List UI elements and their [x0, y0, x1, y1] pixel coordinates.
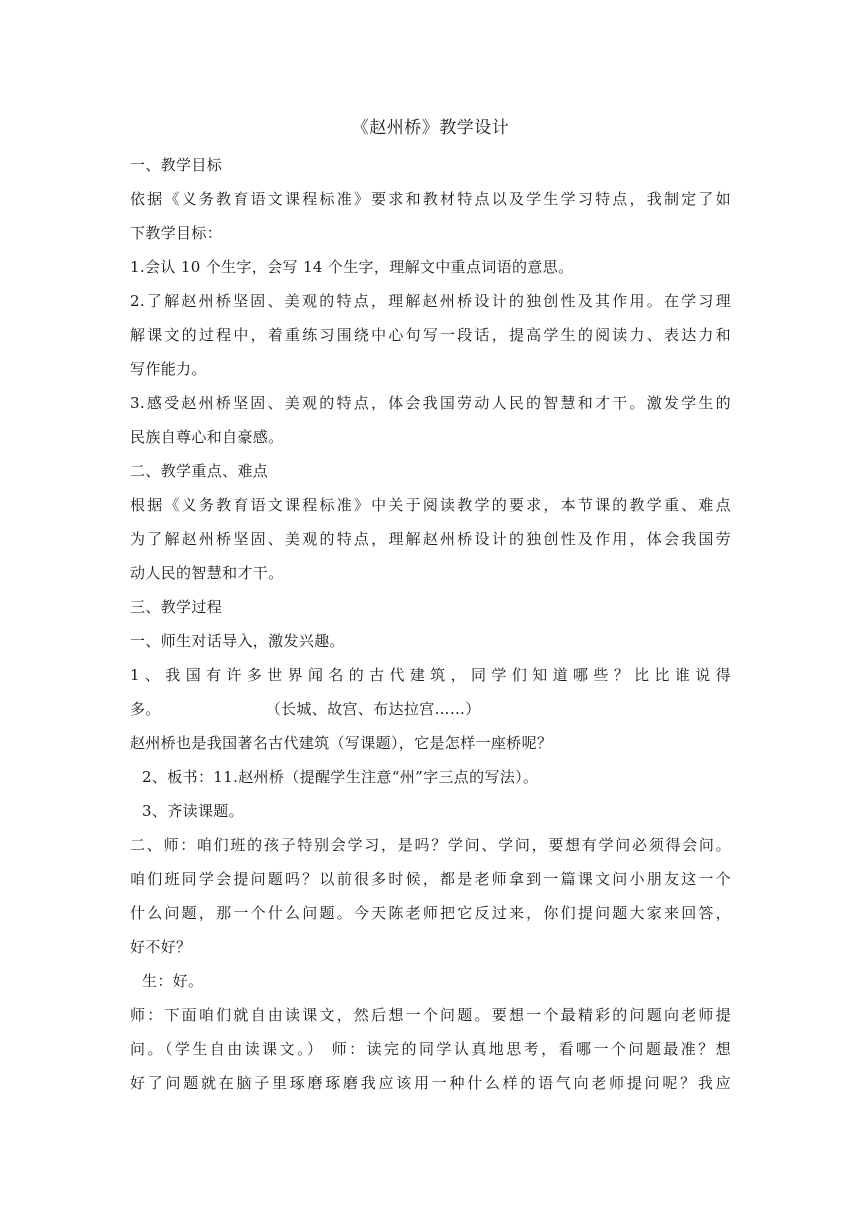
- objective-item-1: 1.会认 10 个生字，会写 14 个生字，理解文中重点词语的意思。: [130, 258, 574, 276]
- paragraph-line: 依据《义务教育语文课程标准》要求和教材特点以及学生学习特点，我制定了如: [130, 190, 731, 208]
- student-reply: 生：好。: [142, 972, 204, 990]
- section-heading-key-points: 二、教学重点、难点: [130, 462, 269, 480]
- paragraph-line: 咱们班同学会提问题吗？以前很多时候，都是老师拿到一篇课文问小朋友这一个: [130, 870, 731, 888]
- step-item-3: 3、齐读课题。: [142, 802, 244, 820]
- document-title: 《赵州桥》教学设计: [351, 118, 510, 138]
- paragraph-line: 什么问题，那一个什么问题。今天陈老师把它反过来，你们提问题大家来回答，: [130, 904, 731, 922]
- paragraph-line: 解课文的过程中，着重练习围绕中心句写一段话，提高学生的阅读力、表达力和: [130, 326, 731, 344]
- step-heading-2: 二、师：咱们班的孩子特别会学习，是吗？学问、学问，要想有学问必须得会问。: [130, 836, 731, 854]
- answer-hint: （长城、故宫、布达拉宫……）: [265, 700, 481, 718]
- paragraph-line: [130, 692, 731, 726]
- paragraph-line: 根据《义务教育语文课程标准》中关于阅读教学的要求，本节课的教学重、难点: [130, 496, 731, 514]
- paragraph-line: 下教学目标：: [130, 224, 223, 242]
- paragraph-line: 为了解赵州桥坚固、美观的特点，理解赵州桥设计的独创性及作用，体会我国劳: [130, 530, 731, 548]
- objective-item-2: 2.了解赵州桥坚固、美观的特点，理解赵州桥设计的独创性及其作用。在学习理: [130, 292, 731, 310]
- objective-item-3: 3.感受赵州桥坚固、美观的特点，体会我国劳动人民的智慧和才干。激发学生的: [130, 394, 731, 412]
- paragraph-line: 赵州桥也是我国著名古代建筑（写课题），它是怎样一座桥呢？: [130, 734, 553, 752]
- paragraph-line: [130, 1032, 731, 1066]
- paragraph-line: 1、我国有许多世界闻名的古代建筑，同学们知道哪些？比比谁说得: [130, 666, 731, 684]
- section-heading-objectives: 一、教学目标: [130, 156, 223, 174]
- text-span: 师：读完的同学认真地思考，看哪一个问题最准？想: [331, 1040, 732, 1058]
- section-heading-process: 三、教学过程: [130, 598, 223, 616]
- document-body: [130, 114, 731, 1100]
- text-span: 问。（学生自由读课文。）: [130, 1040, 325, 1058]
- paragraph-line: 动人民的智慧和才干。: [130, 564, 284, 582]
- paragraph-line: 写作能力。: [130, 360, 207, 378]
- paragraph-line: 好不好？: [130, 938, 192, 956]
- paragraph-line: 师：下面咱们就自由读课文，然后想一个问题。要想一个最精彩的问题向老师提: [130, 1006, 731, 1024]
- paragraph-line: 好了问题就在脑子里琢磨琢磨我应该用一种什么样的语气向老师提问呢？我应: [130, 1074, 731, 1092]
- paragraph-line: 民族自尊心和自豪感。: [130, 428, 284, 446]
- text-span: 多。: [130, 700, 161, 718]
- step-heading-1: 一、师生对话导入，激发兴趣。: [130, 632, 345, 650]
- step-item-2: 2、板书：11.赵州桥（提醒学生注意“州”字三点的写法）。: [142, 768, 539, 786]
